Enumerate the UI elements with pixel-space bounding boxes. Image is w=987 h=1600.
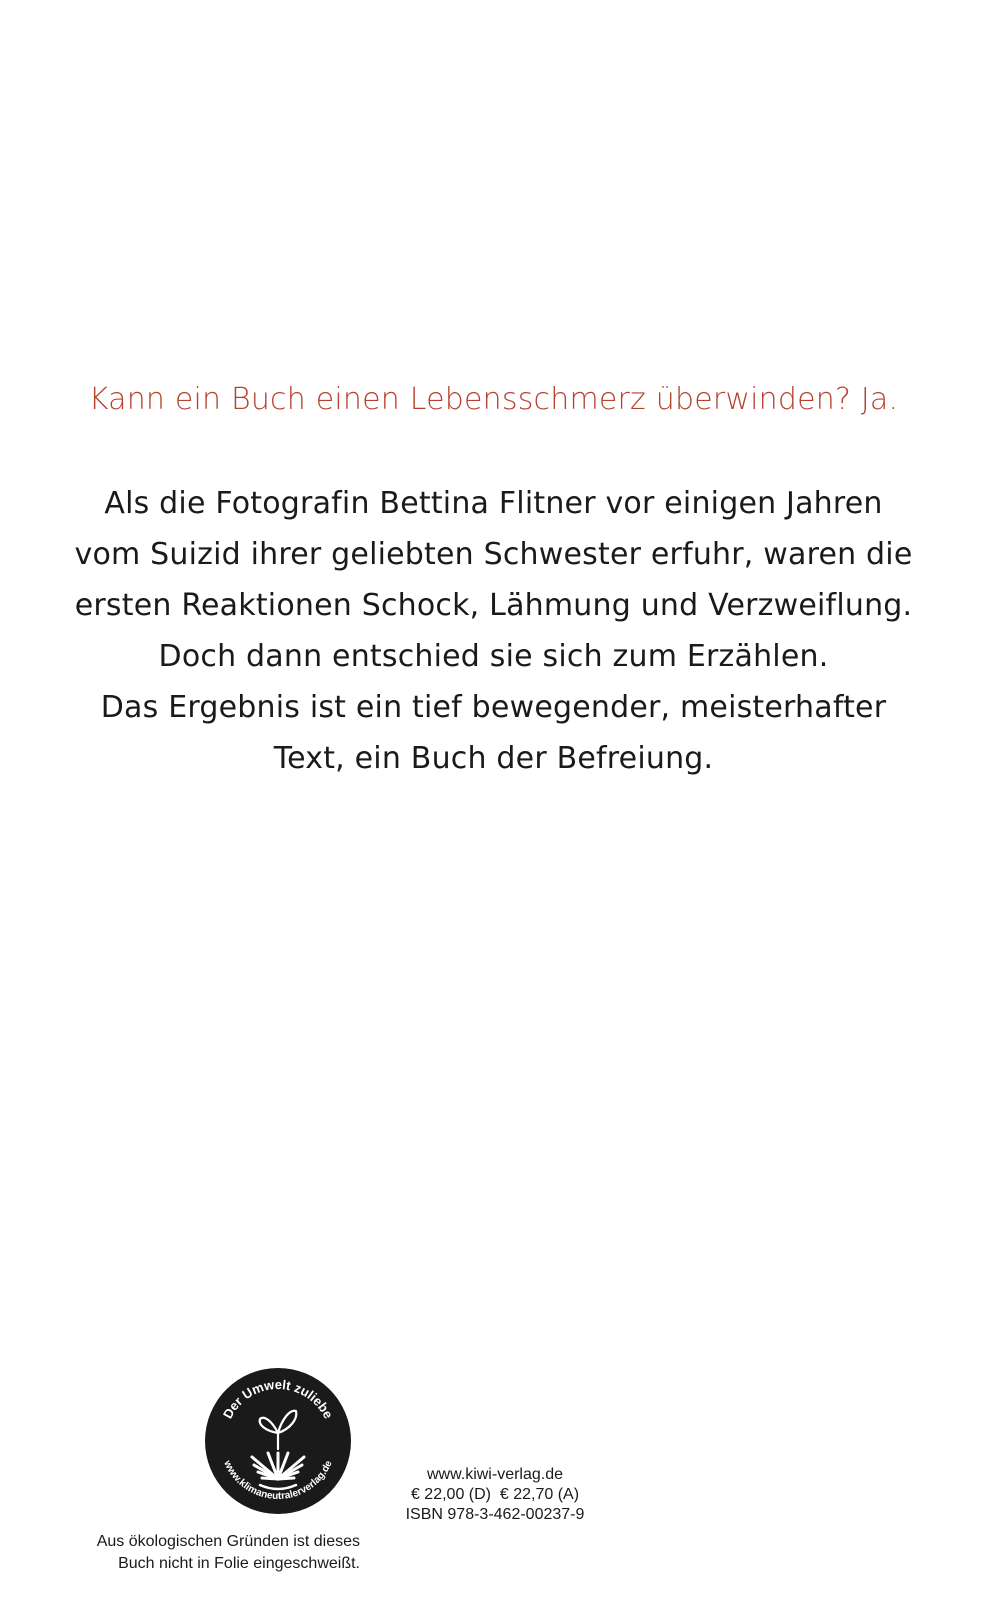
eco-badge-graphic [204, 1367, 352, 1515]
eco-note-line: Buch nicht in Folie eingeschweißt. [118, 1555, 360, 1572]
blurb-line: ersten Reaktionen Schock, Lähmung und Verzweiflung. [74, 588, 913, 623]
eco-note-line: Aus ökologischen Gründen ist dieses [96, 1533, 360, 1550]
eco-badge [204, 1367, 352, 1515]
blurb-line: Doch dann entschied sie sich zum Erzählen. [158, 639, 829, 674]
blurb-line: Als die Fotografin Bettina Flitner vor einigen Jahren [104, 486, 883, 521]
publisher-url[interactable]: www.kiwi-verlag.de [426, 1466, 564, 1483]
blurb-line: Text, ein Buch der Befreiung. [273, 741, 714, 776]
blurb-text [0, 478, 987, 784]
tagline: Kann ein Buch einen Lebensschmerz überwinden? Ja. [88, 382, 899, 417]
badge-bottom-text: www.klimaneutralerverlag.de [221, 1458, 335, 1503]
price-label: € 22,00 (D) € 22,70 (A) [410, 1486, 580, 1503]
blurb-line: Das Ergebnis ist ein tief bewegender, meisterhafter [100, 690, 887, 725]
eco-note [60, 1531, 360, 1575]
badge-top-text: Der Umwelt zuliebe [219, 1376, 337, 1422]
isbn-label: ISBN 978-3-462-00237-9 [405, 1506, 585, 1523]
blurb-line: vom Suizid ihrer geliebten Schwester erfuhr, waren die [74, 537, 913, 572]
publisher-info [385, 1465, 605, 1525]
